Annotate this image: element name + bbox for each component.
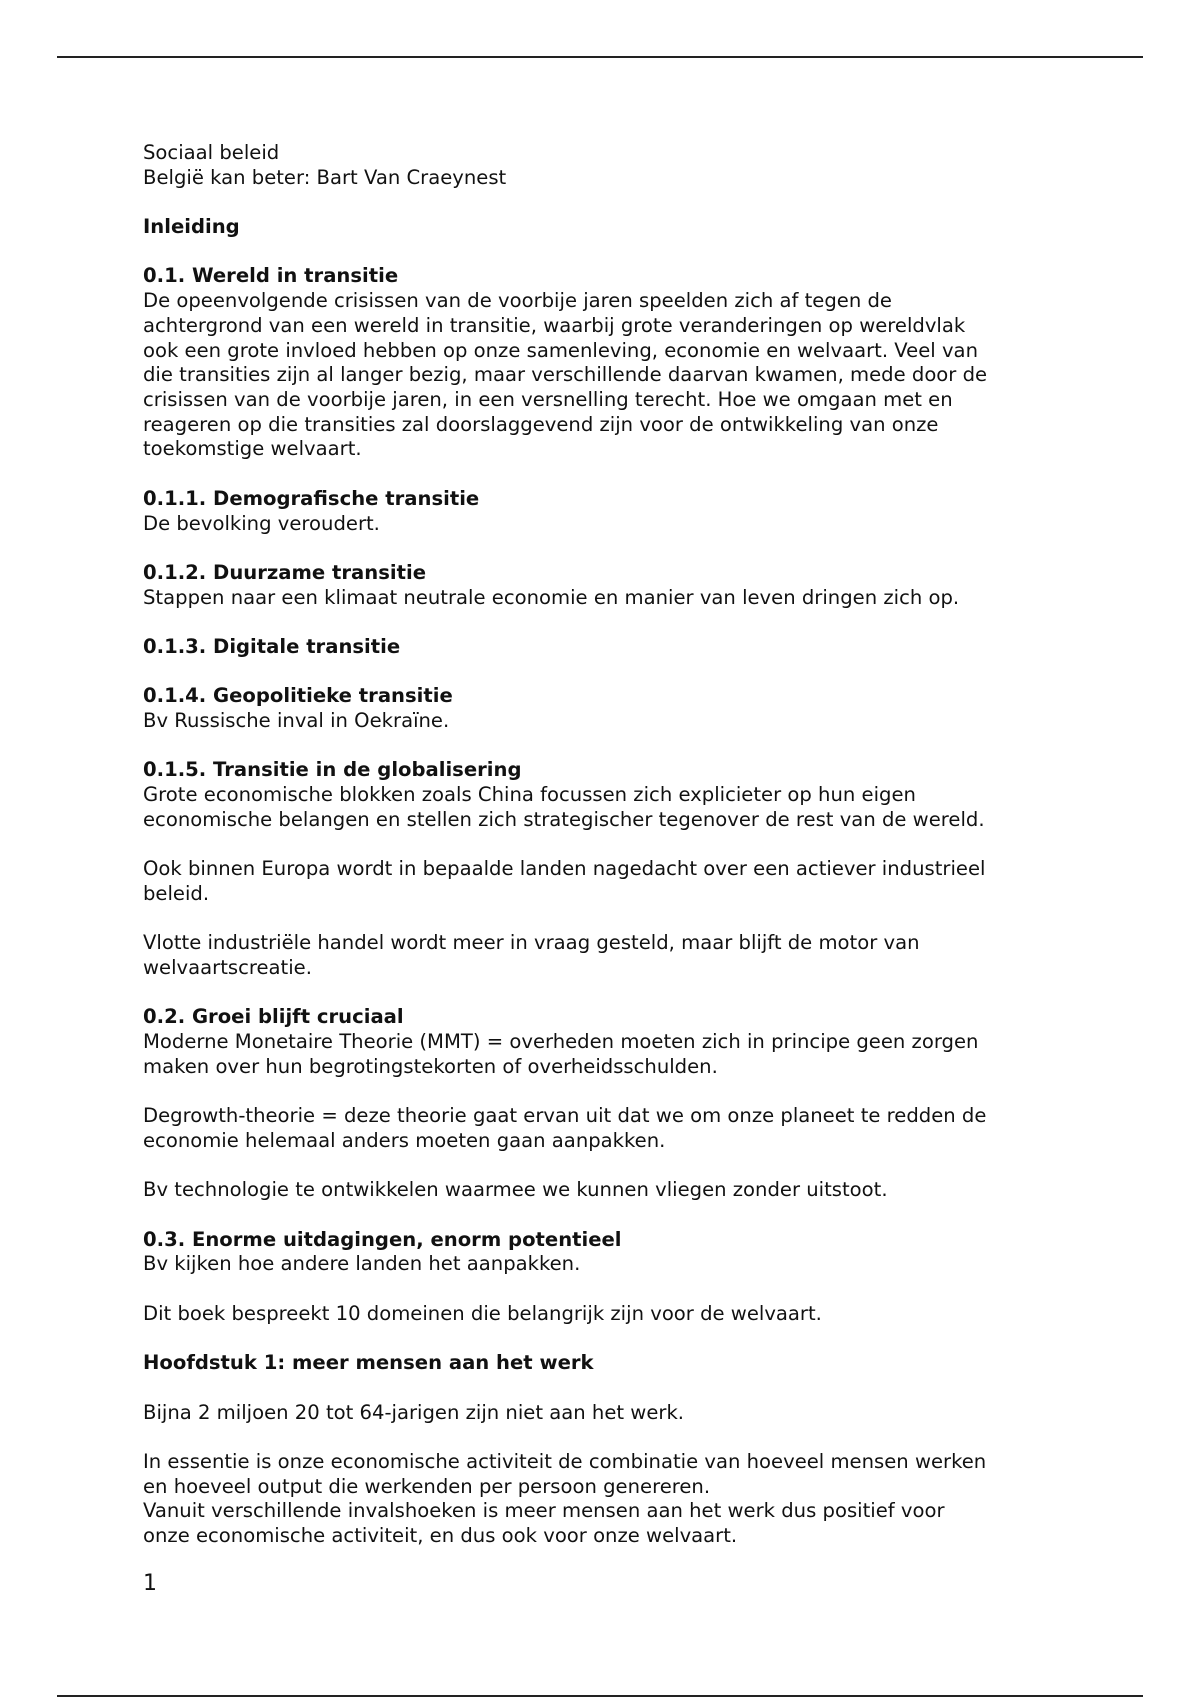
spacer: [143, 1154, 1083, 1179]
heading-0-2: 0.2. Groei blijft cruciaal: [143, 1005, 404, 1029]
top-rule: [57, 56, 1143, 58]
spacer: [143, 610, 1083, 635]
paragraph-line: reageren op die transities zal doorslaggevend zijn voor de ontwikkeling van onze: [143, 412, 939, 436]
paragraph-line: crisissen van de voorbije jaren, in een versnelling terecht. Hoe we omgaan met en: [143, 388, 953, 411]
paragraph-line: toekomstige welvaart.: [143, 437, 362, 461]
spacer: [143, 1425, 1083, 1450]
paragraph-line: ook een grote invloed hebben op onze samenleving, economie en welvaart. Veel van: [143, 338, 978, 362]
paragraph-line: Vlotte industriële handel wordt meer in vraag gesteld, maar blijft de motor van: [143, 931, 920, 955]
spacer: [143, 907, 1083, 932]
paragraph-line: Stappen naar een klimaat neutrale economie en manier van leven dringen zich op.: [143, 585, 960, 609]
spacer: [143, 462, 1083, 487]
paragraph-line: achtergrond van een wereld in transitie, waarbij grote veranderingen op wereldvlak: [143, 313, 966, 337]
bottom-rule: [57, 1695, 1143, 1697]
paragraph-line: welvaartscreatie.: [143, 956, 312, 980]
heading-inleiding: Inleiding: [143, 215, 240, 239]
paragraph-line: Ook binnen Europa wordt in bepaalde landen nagedacht over een actiever industrieel: [143, 857, 986, 881]
spacer: [143, 660, 1083, 685]
document-body: [143, 141, 1083, 1549]
paragraph-line: Grote economische blokken zoals China focussen zich explicieter op hun eigen: [143, 783, 916, 807]
paragraph-line: Dit boek bespreekt 10 domeinen die belangrijk zijn voor de welvaart.: [143, 1301, 822, 1325]
paragraph-line: Bv kijken hoe andere landen het aanpakken.: [143, 1252, 581, 1276]
course-title: Sociaal beleid: [143, 141, 280, 164]
paragraph-line: Degrowth-theorie = deze theorie gaat ervan uit dat we om onze planeet te redden de: [143, 1104, 987, 1128]
heading-0-1-2: 0.1.2. Duurzame transitie: [143, 560, 426, 584]
heading-0-1-5: 0.1.5. Transitie in de globalisering: [143, 758, 522, 782]
spacer: [143, 1203, 1083, 1228]
paragraph-line: De bevolking veroudert.: [143, 511, 380, 535]
spacer: [143, 536, 1083, 561]
heading-0-3: 0.3. Enorme uitdagingen, enorm potentieel: [143, 1227, 622, 1251]
paragraph-line: In essentie is onze economische activiteit de combinatie van hoeveel mensen werken: [143, 1450, 987, 1473]
spacer: [143, 190, 1083, 215]
paragraph-line: beleid.: [143, 881, 210, 905]
heading-0-1: 0.1. Wereld in transitie: [143, 264, 399, 288]
paragraph-line: De opeenvolgende crisissen van de voorbije jaren speelden zich af tegen de: [143, 289, 892, 313]
paragraph-line: economische belangen en stellen zich strategischer tegenover de rest van de wereld.: [143, 807, 985, 831]
spacer: [143, 1376, 1083, 1401]
paragraph-line: Bijna 2 miljoen 20 tot 64-jarigen zijn niet aan het werk.: [143, 1400, 685, 1424]
paragraph-line: Bv technologie te ontwikkelen waarmee we kunnen vliegen zonder uitstoot.: [143, 1178, 888, 1202]
spacer: [143, 981, 1083, 1006]
heading-0-1-3: 0.1.3. Digitale transitie: [143, 634, 401, 658]
spacer: [143, 1080, 1083, 1105]
book-title: België kan beter: Bart Van Craeynest: [143, 165, 507, 189]
paragraph-line: en hoeveel output die werkenden per persoon genereren.: [143, 1474, 711, 1498]
paragraph-line: die transities zijn al langer bezig, maar verschillende daarvan kwamen, mede door de: [143, 363, 988, 387]
heading-hoofdstuk-1: Hoofdstuk 1: meer mensen aan het werk: [143, 1351, 594, 1375]
page-number: 1: [143, 1571, 157, 1596]
paragraph-line: Moderne Monetaire Theorie (MMT) = overheden moeten zich in principe geen zorgen: [143, 1030, 979, 1054]
spacer: [143, 833, 1083, 858]
paragraph-line: Bv Russische inval in Oekraïne.: [143, 709, 450, 733]
spacer: [143, 734, 1083, 759]
heading-0-1-1: 0.1.1. Demografische transitie: [143, 486, 480, 510]
paragraph-line: economie helemaal anders moeten gaan aanpakken.: [143, 1128, 666, 1152]
paragraph-line: onze economische activiteit, en dus ook voor onze welvaart.: [143, 1524, 738, 1548]
paragraph-line: Vanuit verschillende invalshoeken is meer mensen aan het werk dus positief voor: [143, 1499, 945, 1523]
spacer: [143, 1327, 1083, 1352]
spacer: [143, 1277, 1083, 1302]
heading-0-1-4: 0.1.4. Geopolitieke transitie: [143, 684, 453, 708]
paragraph-line: maken over hun begrotingstekorten of overheidsschulden.: [143, 1054, 718, 1078]
spacer: [143, 240, 1083, 265]
